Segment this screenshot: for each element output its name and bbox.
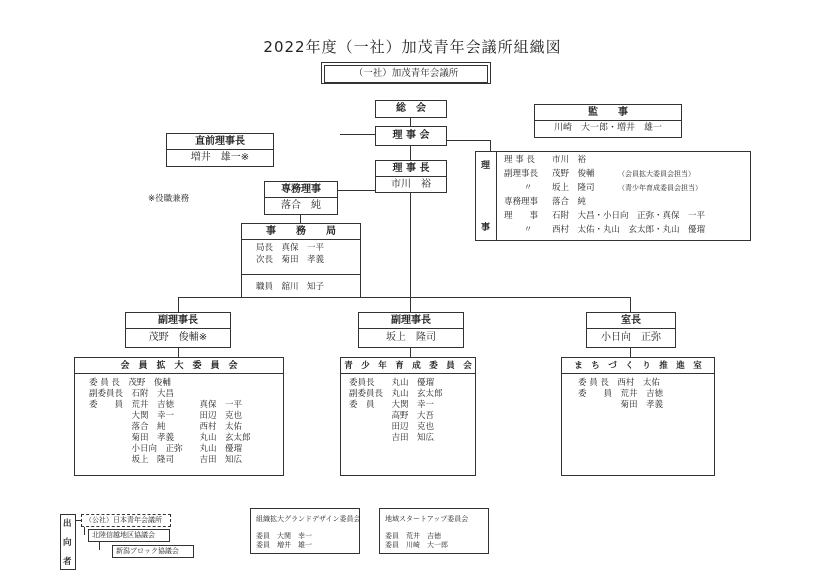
- past-president-title: 直前理事長: [167, 134, 273, 150]
- member-line: 委員 増井 雄一: [256, 541, 312, 549]
- member-line: 副委員長 丸山 玄太郎: [349, 389, 443, 399]
- secretariat-divider: [242, 274, 360, 275]
- connector-line: [410, 193, 411, 312]
- member-line: 委員 荒井 吉徳: [385, 532, 441, 540]
- startup-committee-title: 地域スタートアップ委員会: [385, 515, 469, 523]
- youth-committee-title: 青 少 年 育 成 委 員 会: [341, 358, 475, 374]
- director-row: 理 事 石附 大昌・小日向 正弥・真保 一平: [504, 211, 706, 221]
- past-president-box: [166, 133, 274, 167]
- auditor-title: 監 事: [535, 105, 681, 121]
- secretariat-line: 次長 菊田 孝義: [256, 255, 325, 265]
- member-line: 委員 川崎 大一郎: [385, 541, 448, 549]
- vice-president-box: [358, 312, 464, 348]
- member-line: 委 員 荒井 吉徳: [578, 389, 664, 399]
- connector-line: [178, 297, 179, 312]
- director-row: 〃 坂上 隆司 （青少年育成委員会担当）: [523, 183, 702, 193]
- director-row: 〃 西村 太佑・丸山 玄太郎・丸山 優瑠: [523, 225, 706, 235]
- town-development-box: [561, 357, 715, 476]
- member-line: 小日向 正弥 丸山 優瑠: [89, 444, 243, 454]
- vice-president-title: 副理事長: [126, 313, 230, 329]
- member-line: 田辺 克也: [349, 422, 435, 432]
- office-head-name: 小日向 正弥: [601, 332, 661, 343]
- startup-committee-box: [379, 508, 489, 554]
- member-line: 委 員 長 西村 太佑: [578, 378, 660, 388]
- member-line: 委 員 大関 幸一: [349, 400, 435, 410]
- member-line: 吉田 知広: [349, 433, 435, 443]
- secretariat-title: 事 務 局: [242, 224, 360, 240]
- grand-design-committee-title: 組織拡大グランドデザイン委員会: [256, 515, 361, 523]
- membership-committee-box: [74, 357, 284, 476]
- member-line: 落合 純 西村 太佑: [89, 422, 243, 432]
- secondment-label-char: 者: [63, 557, 72, 567]
- membership-committee-members: [89, 378, 251, 466]
- youth-committee-members: [349, 378, 443, 444]
- secondment-label-char: 出: [63, 519, 72, 529]
- directors-list: [504, 155, 705, 239]
- youth-committee-box: [340, 357, 476, 476]
- town-development-title: ま ち づ く り 推 進 室: [562, 358, 714, 374]
- member-line: 委 員 荒井 吉徳 真保 一平: [89, 400, 243, 410]
- auditor-box: [534, 104, 682, 138]
- connector-line: [99, 542, 100, 550]
- member-line: 坂上 隆司 吉田 知広: [89, 455, 243, 465]
- connector-line: [84, 527, 85, 535]
- president-box: [375, 160, 447, 193]
- secondment-label-char: 向: [63, 538, 72, 548]
- grand-design-committee-box: [250, 508, 360, 554]
- board-box: [375, 126, 447, 146]
- secretariat-line: 局長 真保 一平: [256, 243, 325, 253]
- connector-line: [630, 348, 631, 357]
- connector-line: [410, 118, 411, 126]
- directors-side-column: [476, 152, 497, 240]
- executive-director-name: 落合 純: [281, 200, 321, 211]
- secondment-item: 新潟ブロック協議会: [112, 545, 194, 558]
- secondment-label-box: [60, 514, 76, 570]
- secretariat-line: 職員 舘川 知子: [256, 282, 325, 292]
- vice-president-box: [125, 312, 231, 348]
- executive-director-box: [264, 181, 338, 215]
- director-row: 理 事 長 市川 裕: [504, 155, 587, 165]
- connector-line: [178, 348, 179, 357]
- secondment-item: （公社）日本青年会議所: [81, 514, 171, 527]
- org-name-box: [321, 62, 491, 84]
- directors-side-bottom: 事: [481, 223, 491, 233]
- directors-box: [475, 151, 751, 241]
- org-name: （一社）加茂青年会議所: [324, 65, 488, 83]
- town-development-members: [578, 378, 663, 411]
- president-title: 理 事 長: [376, 161, 446, 177]
- member-line: 高野 大吾: [349, 411, 435, 421]
- connector-line: [630, 297, 631, 312]
- page-title: 2022年度（一社）加茂青年会議所組織図: [263, 38, 562, 56]
- office-head-box: [586, 312, 676, 348]
- director-row: 専務理事 落合 純: [504, 197, 587, 207]
- member-line: 委員 大関 幸一: [256, 532, 312, 540]
- secretariat-box: [241, 223, 361, 298]
- directors-side-top: 理: [481, 161, 491, 171]
- membership-committee-title: 会 員 拡 大 委 員 会: [75, 358, 283, 374]
- vice-president-name: 坂上 隆司: [386, 332, 436, 343]
- member-line: 副委員長 石附 大昌: [89, 389, 175, 399]
- executive-director-title: 専務理事: [265, 182, 337, 198]
- member-line: 大関 幸一 田辺 克也: [89, 411, 243, 421]
- secondment-item: 北陸信越地区協議会: [88, 529, 170, 542]
- general-assembly-box: [375, 100, 447, 118]
- vice-president-title: 副理事長: [359, 313, 463, 329]
- connector-line: [410, 146, 411, 160]
- president-name: 市川 裕: [391, 179, 431, 190]
- connector-line: [410, 348, 411, 357]
- past-president-name: 増井 雄一※: [190, 152, 250, 163]
- member-line: 委 員 長 茂野 俊輔: [89, 378, 171, 388]
- office-head-title: 室長: [587, 313, 675, 329]
- board-label: 理 事 会: [392, 130, 430, 141]
- auditor-names: 川崎 大一郎・増井 雄一: [553, 123, 662, 133]
- member-line: 菊田 孝義 丸山 玄太郎: [89, 433, 251, 443]
- vice-president-name: 茂野 俊輔※: [148, 332, 208, 343]
- general-assembly-label: 総 会: [396, 103, 426, 114]
- member-line: 委員長 丸山 優瑠: [349, 378, 435, 388]
- concurrent-post-note: ※役職兼務: [148, 194, 190, 204]
- member-line: 菊田 孝義: [578, 400, 664, 410]
- director-row: 副理事長 茂野 俊輔 （会員拡大委員会担当）: [504, 169, 695, 179]
